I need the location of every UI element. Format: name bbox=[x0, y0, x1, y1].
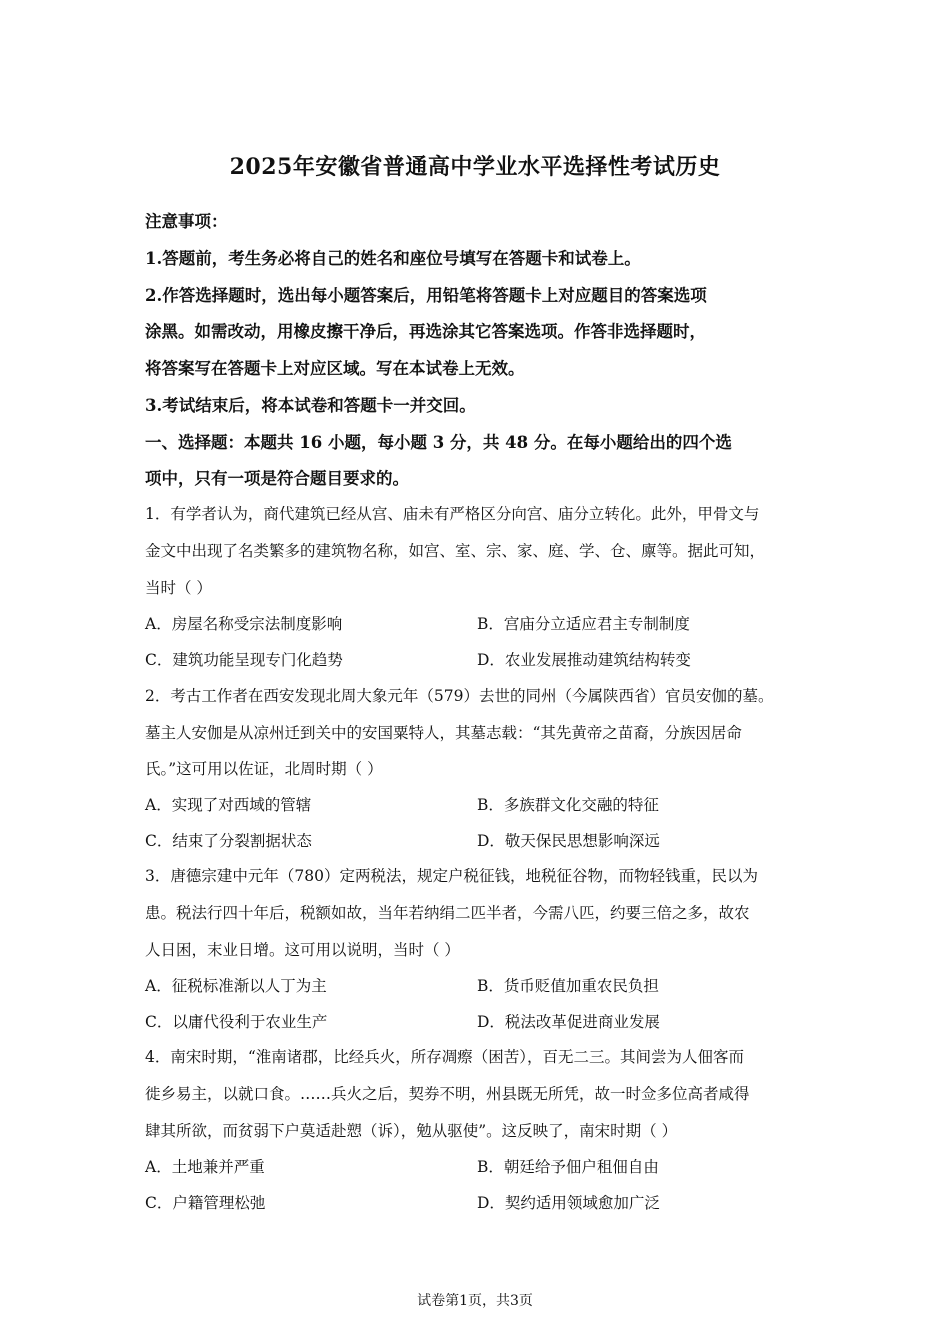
section-heading: 项中，只有一项是符合题目要求的。 bbox=[145, 469, 409, 488]
question-text: 墓主人安伽是从凉州迁到关中的安国粟特人，其墓志载：“其先黄帝之苗裔，分族因居命 bbox=[145, 724, 742, 742]
option-d: D．契约适用领域愈加广泛 bbox=[477, 1194, 660, 1212]
question-text: 2．考古工作者在西安发现北周大象元年（579）去世的同州（今属陕西省）官员安伽的墓。 bbox=[145, 687, 774, 705]
question-text: 金文中出现了名类繁多的建筑物名称，如宫、室、宗、家、庭、学、仓、廪等。据此可知， bbox=[145, 542, 766, 560]
notice-line: 2.作答选择题时，选出每小题答案后，用铅笔将答题卡上对应题目的答案选项 bbox=[145, 286, 707, 305]
question-text: 3．唐德宗建中元年（780）定两税法，规定户税征钱，地税征谷物，而物轻钱重，民以为 bbox=[145, 867, 758, 885]
question-text: 徙乡易主，以就口食。……兵火之后，契券不明，州县既无所凭，故一时佥多位高者咸得 bbox=[145, 1085, 750, 1103]
option-d: D．税法改革促进商业发展 bbox=[477, 1013, 660, 1031]
option-d: D．农业发展推动建筑结构转变 bbox=[477, 651, 691, 669]
question-text: 人日困，末业日增。这可用以说明，当时（ ） bbox=[145, 941, 460, 959]
question-text: 1．有学者认为，商代建筑已经从宫、庙未有严格区分向宫、庙分立转化。此外，甲骨文与 bbox=[145, 505, 760, 523]
question-text: 当时（ ） bbox=[145, 579, 212, 597]
question-text: 患。税法行四十年后，税额如故，当年若纳绢二匹半者，今需八匹，约要三倍之多，故农 bbox=[145, 904, 750, 922]
page-title: 2025年安徽省普通高中学业水平选择性考试历史 bbox=[229, 154, 721, 180]
question-text: 氏。”这可用以佐证，北周时期（ ） bbox=[145, 760, 383, 778]
notice-line: 将答案写在答题卡上对应区域。写在本试卷上无效。 bbox=[145, 359, 525, 378]
question-text: 4．南宋时期，“淮南诸郡，比经兵火，所存凋瘵（困苦），百无二三。其间尝为人佃客而 bbox=[145, 1048, 745, 1066]
option-a: A．土地兼并严重 bbox=[145, 1158, 265, 1176]
option-a: A．征税标准渐以人丁为主 bbox=[145, 977, 327, 995]
option-b: B．多族群文化交融的特征 bbox=[477, 796, 659, 814]
page-footer: 试卷第1页，共3页 bbox=[417, 1293, 533, 1309]
option-c: C．以庸代役利于农业生产 bbox=[145, 1013, 328, 1031]
question-text: 肆其所欲，而贫弱下户莫适赴愬（诉），勉从驱使”。这反映了，南宋时期（ ） bbox=[145, 1122, 678, 1140]
option-b: B．宫庙分立适应君主专制制度 bbox=[477, 615, 690, 633]
option-c: C．结束了分裂割据状态 bbox=[145, 832, 312, 850]
option-a: A．实现了对西域的管辖 bbox=[145, 796, 312, 814]
option-c: C．户籍管理松弛 bbox=[145, 1194, 266, 1212]
option-d: D．敬天保民思想影响深远 bbox=[477, 832, 660, 850]
section-heading: 一、选择题：本题共 16 小题，每小题 3 分，共 48 分。在每小题给出的四个选 bbox=[145, 433, 732, 452]
notice-line: 3.考试结束后，将本试卷和答题卡一并交回。 bbox=[145, 396, 476, 415]
option-b: B．朝廷给予佃户租佃自由 bbox=[477, 1158, 659, 1176]
option-b: B．货币贬值加重农民负担 bbox=[477, 977, 659, 995]
notice-line: 涂黑。如需改动，用橡皮擦干净后，再选涂其它答案选项。作答非选择题时， bbox=[145, 322, 706, 341]
option-c: C．建筑功能呈现专门化趋势 bbox=[145, 651, 343, 669]
notice-line: 1.答题前，考生务必将自己的姓名和座位号填写在答题卡和试卷上。 bbox=[145, 249, 641, 268]
notice-heading: 注意事项： bbox=[145, 212, 228, 231]
option-a: A．房屋名称受宗法制度影响 bbox=[145, 615, 343, 633]
